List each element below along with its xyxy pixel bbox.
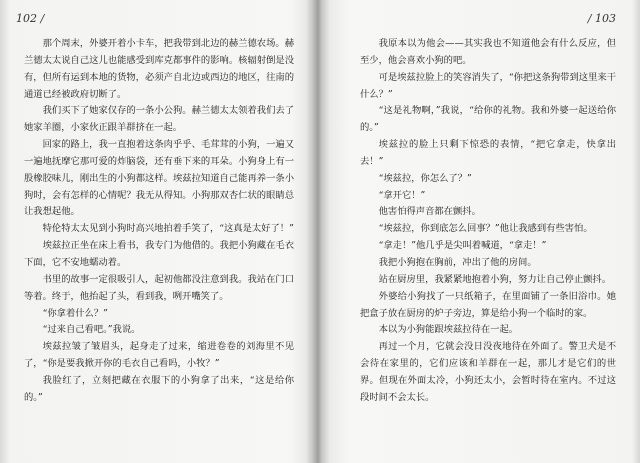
paragraph: 那个周末，外婆开着小卡车，把我带到北边的赫兰德农场。赫兰德太太说自己这儿也能感受到库克都事件的影响。核辐射倒是没有，但所有运到本地的货物，必须产自北边或西边的地区，往南的通道已经被政府切断了。 xyxy=(24,38,294,100)
paragraph: 站在厨房里，我紧紧地抱着小狗，努力让自己停止颤抖。 xyxy=(378,273,612,285)
paragraph: “埃兹拉，你到底怎么回事？”他让我感到有些害怕。 xyxy=(378,223,593,235)
paragraph: 我脸红了，立刻把藏在衣服下的小狗拿了出来，“这是给你的。” xyxy=(24,374,294,403)
paragraph: 外婆给小狗找了一只纸箱子，在里面铺了一条旧浴巾。她把盒子放在厨房的炉子旁边，算是给小狗一个临时的家。 xyxy=(360,290,616,319)
body-text xyxy=(24,36,294,407)
paragraph: 再过一个月，它就会没日没夜地待在外面了。警卫犬是不会待在家里的，它们应该和羊群在一起，那儿才是它们的世界。但现在外面太冷，小狗还太小，会暂时待在室内。不过这段时间不会太长。 xyxy=(360,341,616,403)
paragraph: 特伦特太太见到小狗时高兴地拍着手笑了，“这真是太好了！” xyxy=(42,223,294,235)
right-page xyxy=(322,0,640,463)
paragraph: 回家的路上，我一直抱着这条肉乎乎、毛茸茸的小狗，一遍又一遍地抚摩它那可爱的炸脑袋，还有垂下来的耳朵。小狗身上有一股橡胶味儿，刚出生的小狗都这样。埃兹拉知道自己能再养一条小狗时，会有怎样的心情呢？我无从得知。小狗那双杏仁状的眼睛总让我想起他。 xyxy=(24,139,294,218)
body-text xyxy=(360,36,616,407)
paragraph: 埃兹拉正坐在床上看书，我专门为他借的。我把小狗藏在毛衣下面，它不安地蠕动着。 xyxy=(24,240,294,268)
paragraph: 可是埃兹拉脸上的笑容消失了，“你把这条狗带到这里来干什么？” xyxy=(360,71,616,100)
paragraph: 本以为小狗能跟埃兹拉待在一起。 xyxy=(378,324,519,336)
page-number: 102 / xyxy=(16,12,45,25)
paragraph: “拿走！”他几乎是尖叫着喊道，“拿走！” xyxy=(378,240,547,252)
paragraph: 我原本以为他会——其实我也不知道他会有什么反应，但至少，他会喜欢小狗的吧。 xyxy=(360,38,616,66)
paragraph: 他害怕得声音都在颤抖。 xyxy=(378,206,481,218)
paragraph: “你拿着什么？” xyxy=(42,307,108,319)
paragraph: “拿开它！” xyxy=(378,189,426,201)
page-number: / 103 xyxy=(587,12,616,25)
paragraph: “过来自己看吧。”我说。 xyxy=(42,324,141,336)
left-page xyxy=(0,0,318,463)
paragraph: 埃兹拉皱了皱眉头，起身走了过来，缩进卷卷的刘海里不见了，“你是要我掀开你的毛衣自己看吗，小牧？” xyxy=(24,341,294,370)
paragraph: 书里的故事一定很吸引人，起初他都没注意到我。我站在门口等着。终于，他抬起了头，看到我，咧开嘴笑了。 xyxy=(24,273,294,302)
paragraph: “埃兹拉，你怎么了？” xyxy=(378,172,472,184)
paragraph: 我把小狗抱在胸前，冲出了他的房间。 xyxy=(378,256,537,268)
paragraph: “这是礼物啊，”我说，“给你的礼物。我和外婆一起送给你的。” xyxy=(360,105,616,134)
paragraph: 我们买下了她家仅存的一条小公狗。赫兰德太太领着我们去了她家羊圈，小家伙正跟羊群挤在一起。 xyxy=(24,105,294,134)
paragraph: 埃兹拉的脸上只剩下惊恐的表情，“把它拿走，快拿出去！” xyxy=(360,139,616,167)
